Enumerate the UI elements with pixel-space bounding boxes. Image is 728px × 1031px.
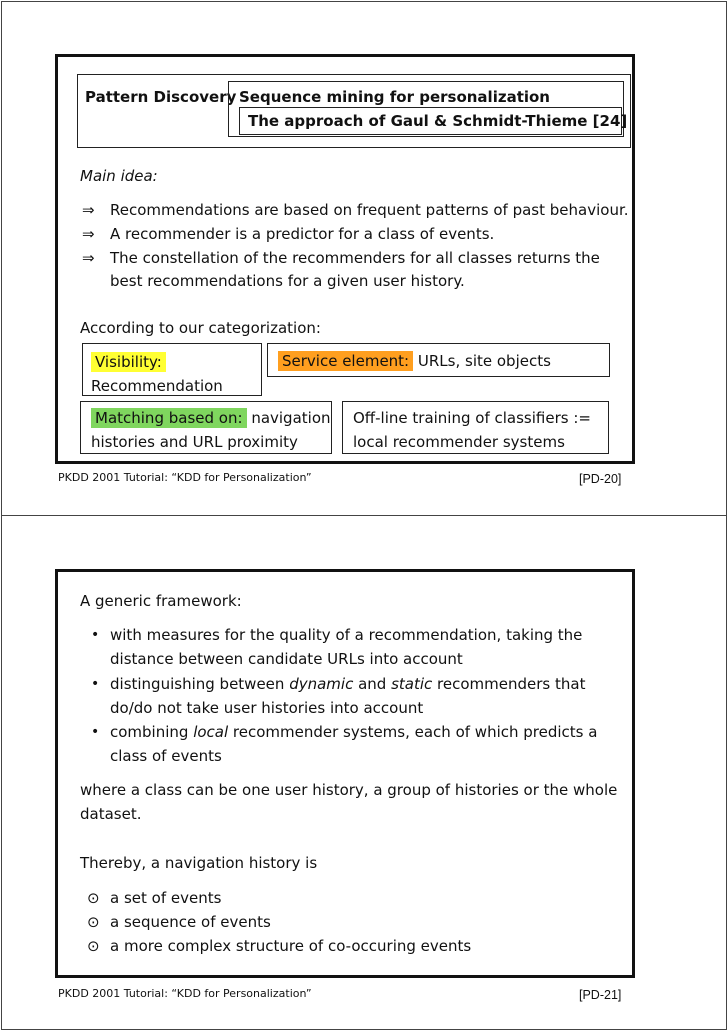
bullet-dot: • bbox=[91, 724, 100, 740]
service-line bbox=[278, 349, 551, 373]
history-item-2: a sequence of events bbox=[110, 913, 271, 931]
implies-arrow: ⇒ bbox=[82, 225, 95, 243]
bullet-2-dynamic: dynamic bbox=[289, 675, 354, 693]
page-number: [PD-20] bbox=[579, 472, 622, 486]
thereby-text: Thereby, a navigation history is bbox=[80, 854, 318, 872]
bullet-3-pre: combining bbox=[110, 723, 194, 741]
bullet-3-post: recommender systems, each of which predicts a bbox=[228, 723, 598, 741]
visibility-value: Recommendation bbox=[91, 377, 223, 395]
categorization-label: According to our categorization: bbox=[80, 319, 321, 337]
bullet-2-line-2: do/do not take user histories into account bbox=[110, 699, 424, 717]
bullet-2-post: recommenders that bbox=[432, 675, 586, 693]
subtopic-title: The approach of Gaul & Schmidt-Thieme [24] bbox=[248, 112, 628, 130]
slide-pd-20 bbox=[55, 54, 635, 464]
footer-left: PKDD 2001 Tutorial: “KDD for Personalization” bbox=[58, 471, 312, 484]
point-1: Recommendations are based on frequent patterns of past behaviour. bbox=[110, 201, 629, 219]
main-idea-label: Main idea: bbox=[80, 167, 158, 185]
topic-title: Sequence mining for personalization bbox=[239, 88, 550, 106]
history-item-3: a more complex structure of co-occuring events bbox=[110, 937, 472, 955]
visibility-key-wrap bbox=[91, 350, 166, 374]
bullet-1-line-1: with measures for the quality of a recommendation, taking the bbox=[110, 626, 583, 644]
slide-pd-21 bbox=[55, 569, 635, 978]
matching-key: Matching based on: bbox=[91, 408, 247, 428]
intro-text: A generic framework: bbox=[80, 592, 242, 610]
footer-left: PKDD 2001 Tutorial: “KDD for Personalization” bbox=[58, 987, 312, 1000]
offline-line-2: local recommender systems bbox=[353, 433, 565, 451]
offline-line-1: Off-line training of classifiers := bbox=[353, 409, 591, 427]
bullet-3-local: local bbox=[193, 723, 229, 741]
circled-dot-icon: ⊙ bbox=[87, 937, 100, 955]
service-value: URLs, site objects bbox=[417, 352, 551, 370]
service-key: Service element: bbox=[278, 351, 413, 371]
history-item-1: a set of events bbox=[110, 889, 222, 907]
bullet-dot: • bbox=[91, 627, 100, 643]
visibility-key: Visibility: bbox=[91, 352, 166, 372]
bullet-2-mid: and bbox=[353, 675, 392, 693]
matching-line-1 bbox=[91, 406, 331, 430]
circled-dot-icon: ⊙ bbox=[87, 889, 100, 907]
page-number: [PD-21] bbox=[579, 988, 622, 1002]
point-3-line-2: best recommendations for a given user history. bbox=[110, 272, 465, 290]
bullet-dot: • bbox=[91, 676, 100, 692]
bullet-1-line-2: distance between candidate URLs into account bbox=[110, 650, 463, 668]
bullet-2-pre: distinguishing between bbox=[110, 675, 290, 693]
page-divider bbox=[1, 515, 727, 516]
bullet-2-static: static bbox=[391, 675, 433, 693]
where-line-2: dataset. bbox=[80, 805, 142, 823]
bullet-3-line-1 bbox=[110, 720, 597, 744]
matching-value-1: navigation bbox=[251, 409, 331, 427]
point-3-line-1: The constellation of the recommenders for all classes returns the bbox=[110, 249, 600, 267]
circled-dot-icon: ⊙ bbox=[87, 913, 100, 931]
point-2: A recommender is a predictor for a class of events. bbox=[110, 225, 495, 243]
matching-value-2: histories and URL proximity bbox=[91, 433, 298, 451]
section-title: Pattern Discovery bbox=[85, 88, 237, 106]
bullet-3-line-2: class of events bbox=[110, 747, 222, 765]
implies-arrow: ⇒ bbox=[82, 201, 95, 219]
bullet-2-line-1 bbox=[110, 672, 585, 696]
where-line-1: where a class can be one user history, a group of histories or the whole bbox=[80, 781, 618, 799]
implies-arrow: ⇒ bbox=[82, 249, 95, 267]
